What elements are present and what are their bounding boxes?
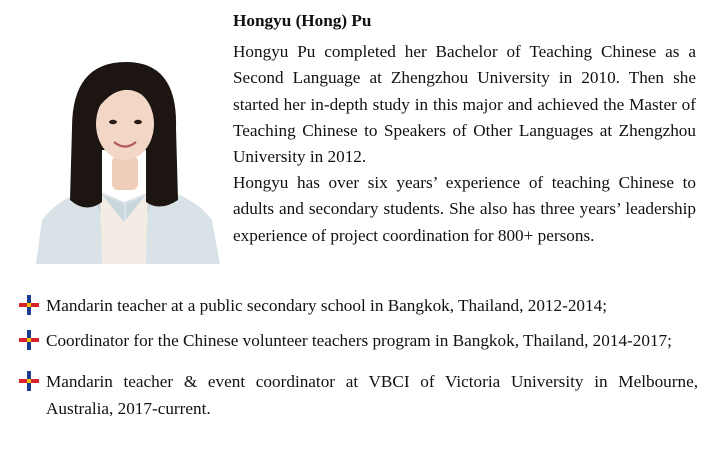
cross-bullet-icon: [18, 294, 40, 316]
bio-paragraph-education: Hongyu Pu completed her Bachelor of Teaching Chinese as a Second Language at Zhengzhou University in 2010. Then she started her in-depth study in this major and achieved the Master of Teaching Chinese to Speakers of Other Languages at Zhengzhou University in 2012.: [233, 42, 696, 167]
portrait-photo: [28, 52, 224, 264]
experience-item-text: Mandarin teacher at a public secondary school in Bangkok, Thailand, 2012-2014;: [46, 296, 607, 315]
profile-name: Hongyu (Hong) Pu: [233, 11, 372, 30]
experience-list: [18, 292, 698, 422]
bio-section: [233, 8, 696, 249]
bio-paragraph-experience: Hongyu has over six years’ experience of teaching Chinese to adults and secondary students. She also has three years’ leadership experience of project coordination for 800+ persons.: [233, 173, 696, 245]
cross-bullet-icon: [18, 329, 40, 351]
list-item: [18, 327, 698, 354]
experience-item-text: Mandarin teacher & event coordinator at VBCI of Victoria University in Melbourne, Australia, 2017-current.: [46, 372, 698, 418]
profile-photo: [28, 52, 224, 264]
list-item: [18, 368, 698, 422]
cross-bullet-icon: [18, 370, 40, 392]
experience-item-text: Coordinator for the Chinese volunteer teachers program in Bangkok, Thailand, 2014-2017;: [46, 331, 672, 350]
list-item: [18, 292, 698, 319]
